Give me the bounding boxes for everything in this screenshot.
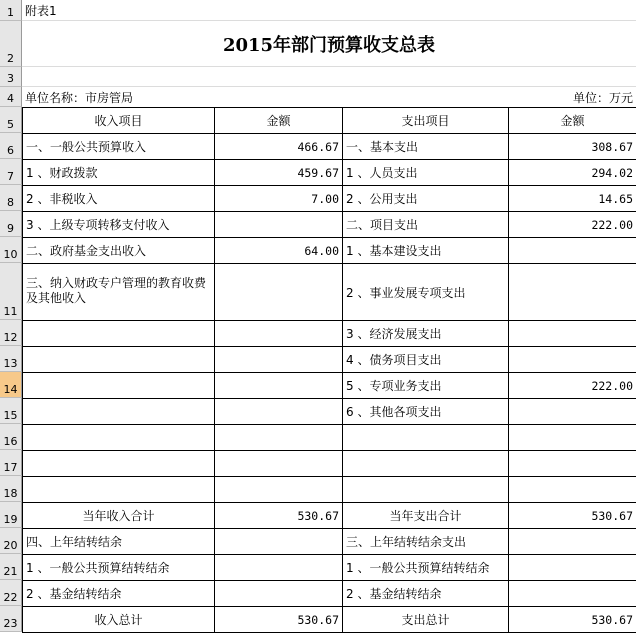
expense-item-cell[interactable]: 3 、经济发展支出 — [342, 320, 509, 347]
unit-name-label[interactable]: 单位名称：市房管局 — [25, 90, 134, 105]
expense-item-cell[interactable] — [342, 450, 509, 477]
income-amount-cell[interactable]: 7.00 — [214, 185, 343, 212]
row-header-11[interactable]: 11 — [0, 263, 22, 320]
page-title[interactable]: 2015年部门预算收支总表 — [222, 35, 436, 56]
header-income-item[interactable]: 收入项目 — [22, 107, 215, 134]
header-expense-item[interactable]: 支出项目 — [342, 107, 509, 134]
income-amount-cell[interactable] — [214, 211, 343, 238]
expense-amount-cell[interactable] — [508, 398, 636, 425]
expense-amount-cell[interactable] — [508, 476, 636, 503]
expense-amount-cell[interactable]: 222.00 — [508, 372, 636, 399]
expense-item-cell[interactable]: 5 、专项业务支出 — [342, 372, 509, 399]
cell-grid — [22, 0, 636, 632]
income-amount-cell[interactable] — [214, 346, 343, 373]
expense-amount-cell[interactable] — [508, 237, 636, 264]
income-item-cell[interactable]: 1 、一般公共预算结转结余 — [22, 554, 215, 581]
row-header-17[interactable]: 17 — [0, 450, 22, 476]
income-amount-cell[interactable] — [214, 476, 343, 503]
gridline — [22, 20, 636, 21]
income-item-cell[interactable] — [22, 398, 215, 425]
income-amount-cell[interactable] — [214, 528, 343, 555]
income-item-cell[interactable]: 3 、上级专项转移支付收入 — [22, 211, 215, 238]
income-amount-cell[interactable]: 459.67 — [214, 159, 343, 186]
expense-amount-cell[interactable] — [508, 263, 636, 321]
income-item-cell[interactable] — [22, 424, 215, 451]
expense-item-cell[interactable]: 2 、公用支出 — [342, 185, 509, 212]
income-amount-cell[interactable] — [214, 320, 343, 347]
income-amount-cell[interactable] — [214, 372, 343, 399]
income-item-cell[interactable] — [22, 372, 215, 399]
expense-item-cell[interactable]: 1 、基本建设支出 — [342, 237, 509, 264]
row-header-9[interactable]: 9 — [0, 211, 22, 237]
income-amount-cell[interactable] — [214, 554, 343, 581]
income-amount-cell[interactable]: 466.67 — [214, 133, 343, 160]
expense-amount-cell[interactable]: 222.00 — [508, 211, 636, 238]
income-item-cell[interactable]: 1 、财政拨款 — [22, 159, 215, 186]
income-item-cell[interactable] — [22, 346, 215, 373]
expense-amount-cell[interactable]: 530.67 — [508, 606, 636, 633]
expense-item-cell[interactable] — [342, 424, 509, 451]
row-header-3[interactable]: 3 — [0, 67, 22, 87]
income-amount-cell[interactable] — [214, 580, 343, 607]
row-header-4[interactable]: 4 — [0, 87, 22, 107]
gridline — [22, 86, 636, 87]
row-header-5[interactable]: 5 — [0, 107, 22, 133]
row-header-15[interactable]: 15 — [0, 398, 22, 424]
expense-amount-cell[interactable] — [508, 554, 636, 581]
income-amount-cell[interactable]: 530.67 — [214, 502, 343, 529]
gridline — [22, 66, 636, 67]
row-header-12[interactable]: 12 — [0, 320, 22, 346]
income-item-cell[interactable]: 2 、非税收入 — [22, 185, 215, 212]
expense-item-cell[interactable]: 支出总计 — [342, 606, 509, 633]
income-amount-cell[interactable] — [214, 398, 343, 425]
unit-label[interactable]: 单位：万元 — [572, 90, 633, 105]
row-header-18[interactable]: 18 — [0, 476, 22, 502]
income-amount-cell[interactable]: 530.67 — [214, 606, 343, 633]
expense-item-cell[interactable] — [342, 476, 509, 503]
expense-amount-cell[interactable] — [508, 528, 636, 555]
row-header-23[interactable]: 23 — [0, 606, 22, 632]
income-item-cell[interactable]: 二、政府基金支出收入 — [22, 237, 215, 264]
expense-item-cell[interactable]: 4 、债务项目支出 — [342, 346, 509, 373]
expense-item-cell[interactable]: 一、基本支出 — [342, 133, 509, 160]
expense-amount-cell[interactable]: 530.67 — [508, 502, 636, 529]
row-header-1[interactable]: 1 — [0, 0, 22, 21]
expense-item-cell[interactable]: 1 、人员支出 — [342, 159, 509, 186]
expense-amount-cell[interactable]: 294.02 — [508, 159, 636, 186]
expense-amount-cell[interactable] — [508, 320, 636, 347]
row-header-2[interactable]: 2 — [0, 21, 22, 67]
income-item-cell[interactable]: 2 、基金结转结余 — [22, 580, 215, 607]
row-header-16[interactable]: 16 — [0, 424, 22, 450]
income-item-cell[interactable]: 四、上年结转结余 — [22, 528, 215, 555]
income-amount-cell[interactable]: 64.00 — [214, 237, 343, 264]
income-item-cell[interactable]: 当年收入合计 — [22, 502, 215, 529]
income-item-cell[interactable] — [22, 476, 215, 503]
row-header-21[interactable]: 21 — [0, 554, 22, 580]
income-amount-cell[interactable] — [214, 263, 343, 321]
row-header-7[interactable]: 7 — [0, 159, 22, 185]
row-header-22[interactable]: 22 — [0, 580, 22, 606]
expense-amount-cell[interactable] — [508, 346, 636, 373]
header-expense-amount[interactable]: 金额 — [508, 107, 636, 134]
expense-amount-cell[interactable]: 14.65 — [508, 185, 636, 212]
expense-item-cell[interactable]: 二、项目支出 — [342, 211, 509, 238]
expense-item-cell[interactable]: 2 、事业发展专项支出 — [342, 263, 509, 321]
income-item-cell[interactable]: 收入总计 — [22, 606, 215, 633]
expense-item-cell[interactable]: 2 、基金结转结余 — [342, 580, 509, 607]
row-header-8[interactable]: 8 — [0, 185, 22, 211]
expense-item-cell[interactable]: 6 、其他各项支出 — [342, 398, 509, 425]
income-item-cell[interactable] — [22, 450, 215, 477]
attachment-label[interactable]: 附表1 — [25, 4, 57, 18]
income-item-cell[interactable]: 一、一般公共预算收入 — [22, 133, 215, 160]
row-header-19[interactable]: 19 — [0, 502, 22, 528]
expense-item-cell[interactable]: 三、上年结转结余支出 — [342, 528, 509, 555]
row-header-13[interactable]: 13 — [0, 346, 22, 372]
row-header-20[interactable]: 20 — [0, 528, 22, 554]
expense-amount-cell[interactable] — [508, 424, 636, 451]
expense-amount-cell[interactable]: 308.67 — [508, 133, 636, 160]
row-header-14[interactable]: 14 — [0, 372, 22, 398]
row-header-10[interactable]: 10 — [0, 237, 22, 263]
income-item-cell[interactable] — [22, 320, 215, 347]
header-income-amount[interactable]: 金额 — [214, 107, 343, 134]
expense-item-cell[interactable]: 当年支出合计 — [342, 502, 509, 529]
income-amount-cell[interactable] — [214, 424, 343, 451]
expense-amount-cell[interactable] — [508, 580, 636, 607]
expense-item-cell[interactable]: 1 、一般公共预算结转结余 — [342, 554, 509, 581]
income-item-cell[interactable]: 三、纳入财政专户管理的教育收费及其他收入 — [22, 263, 215, 321]
row-header-6[interactable]: 6 — [0, 133, 22, 159]
expense-amount-cell[interactable] — [508, 450, 636, 477]
income-amount-cell[interactable] — [214, 450, 343, 477]
